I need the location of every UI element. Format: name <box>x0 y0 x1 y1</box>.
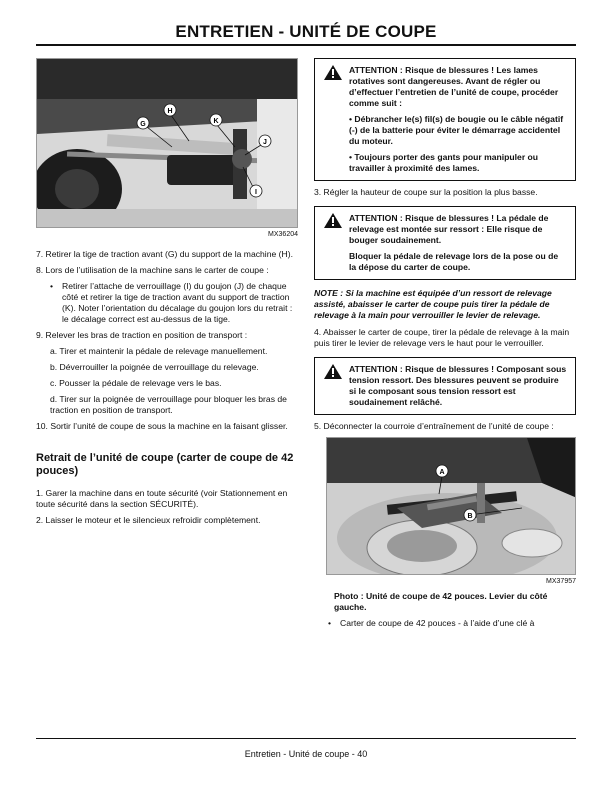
warning-3-heading: ATTENTION : Risque de blessures ! Composant sous tension ressort. Des blessures peuvent se produire si le composant sous tension ressort est soudainement relâché. <box>349 364 567 407</box>
warning-2-text: Bloquer la pédale de relevage lors de la pose ou de la dépose du carter de coupe. <box>349 251 559 272</box>
step-9: 9. Relever les bras de traction en position de transport : <box>36 330 248 340</box>
callout-k <box>210 114 222 126</box>
step-10: 10. Sortir l’unité de coupe de sous la machine en la faisant glisser. <box>36 421 288 431</box>
warning-triangle-icon <box>323 363 343 380</box>
step-4: 4. Abaisser le carter de coupe, tirer la pédale de relevage à la main puis tirer le levier de relevage vers le haut pour le verrouiller. <box>314 327 570 348</box>
svg-text:A: A <box>439 469 445 476</box>
step-9c: c. Pousser la pédale de relevage vers le bas. <box>50 378 222 388</box>
callout-g <box>137 117 149 129</box>
step-9b: b. Déverrouiller la poignée de verrouillage du relevage. <box>50 362 259 372</box>
note-spring-assist: NOTE : Si la machine est équipée d’un ressort de relevage assisté, abaisser le carter de coupe puis tirer la pédale de relevage à la main pour verrouiller le levier de relevage. <box>314 288 552 320</box>
step-3: 3. Régler la hauteur de coupe sur la position la plus basse. <box>314 187 538 197</box>
callout-j <box>259 135 271 147</box>
left-column <box>36 58 298 531</box>
svg-text:J: J <box>263 139 267 146</box>
warning-1-bullet-1: • Débrancher le(s) fil(s) de bougie ou le câble négatif (-) de la batterie pour éviter le démarrage accidentel du moteur. <box>349 114 564 146</box>
mower-deck-photo-image <box>327 438 576 575</box>
deck-bullet <box>314 618 576 629</box>
removal-step-2: 2. Laisser le moteur et le silencieux refroidir complètement. <box>36 515 261 525</box>
step-8: 8. Lors de l’utilisation de la machine sans le carter de coupe : <box>36 265 269 275</box>
figure-tow-rod-photo <box>36 58 298 228</box>
header-rule <box>36 44 576 46</box>
warning-box-spring <box>314 357 576 415</box>
page-footer: Entretien - Unité de coupe - 40 <box>244 749 368 759</box>
warning-triangle-icon <box>323 64 343 81</box>
right-column <box>314 58 576 634</box>
callout-h <box>164 104 176 116</box>
step-5: 5. Déconnecter la courroie d’entraînement de l’unité de coupe : <box>314 421 554 431</box>
warning-1-heading: ATTENTION : Risque de blessures ! Les lames rotatives sont dangereuses. Avant de régler ou d’effectuer l’entretien de l’unité de coupe, procéder comme suit : <box>349 65 559 108</box>
photo-caption: Photo : Unité de coupe de 42 pouces. Levier du côté gauche. <box>334 591 548 612</box>
page-title: ENTRETIEN - UNITÉ DE COUPE <box>175 22 437 41</box>
deck-bullet-text: Carter de coupe de 42 pouces - à l’aide d’une clé à <box>340 618 535 628</box>
step-8-bullet <box>36 281 298 325</box>
svg-text:G: G <box>140 121 146 128</box>
svg-text:I: I <box>255 189 257 196</box>
figure-mower-deck-photo <box>326 437 576 575</box>
warning-triangle-icon <box>323 212 343 229</box>
callout-i <box>250 185 262 197</box>
step-9a: a. Tirer et maintenir la pédale de relevage manuellement. <box>50 346 268 356</box>
step-7: 7. Retirer la tige de traction avant (G) du support de la machine (H). <box>36 249 293 259</box>
svg-text:H: H <box>167 108 173 115</box>
warning-1-bullet-2: • Toujours porter des gants pour manipuler ou travailler à proximité des lames. <box>349 152 539 173</box>
callout-b <box>464 509 476 521</box>
figure-id: MX36204 <box>268 231 298 238</box>
svg-text:B: B <box>467 513 473 520</box>
bullet-dot: • <box>50 281 54 291</box>
step-9d: d. Tirer sur la poignée de verrouillage pour bloquer les bras de traction en position de transport. <box>50 394 287 415</box>
removal-step-1: 1. Garer la machine dans en toute sécurité (voir Stationnement en toute sécurité dans la section SÉCURITÉ). <box>36 488 288 509</box>
section-heading: Retrait de l’unité de coupe (carter de coupe de 42 pouces) <box>36 452 294 477</box>
tow-rod-photo-image <box>37 59 298 228</box>
footer-rule <box>36 738 576 739</box>
step-8-bullet-text: Retirer l’attache de verrouillage (I) du goujon (J) de chaque côté et retirer la tige de traction avant du support de traction (K). Noter l’orientation du décalage du goujon lors du retrait : le décalage correct est au-dessus de la tige. <box>62 281 293 324</box>
warning-box-blades <box>314 58 576 181</box>
svg-text:K: K <box>213 118 219 125</box>
warning-box-pedal <box>314 206 576 280</box>
figure-id: MX37957 <box>546 578 576 585</box>
bullet-dot: • <box>328 618 332 628</box>
callout-a <box>436 465 448 477</box>
warning-2-heading: ATTENTION : Risque de blessures ! La pédale de relevage est montée sur ressort : Elle risque de bouger soudainement. <box>349 213 549 245</box>
